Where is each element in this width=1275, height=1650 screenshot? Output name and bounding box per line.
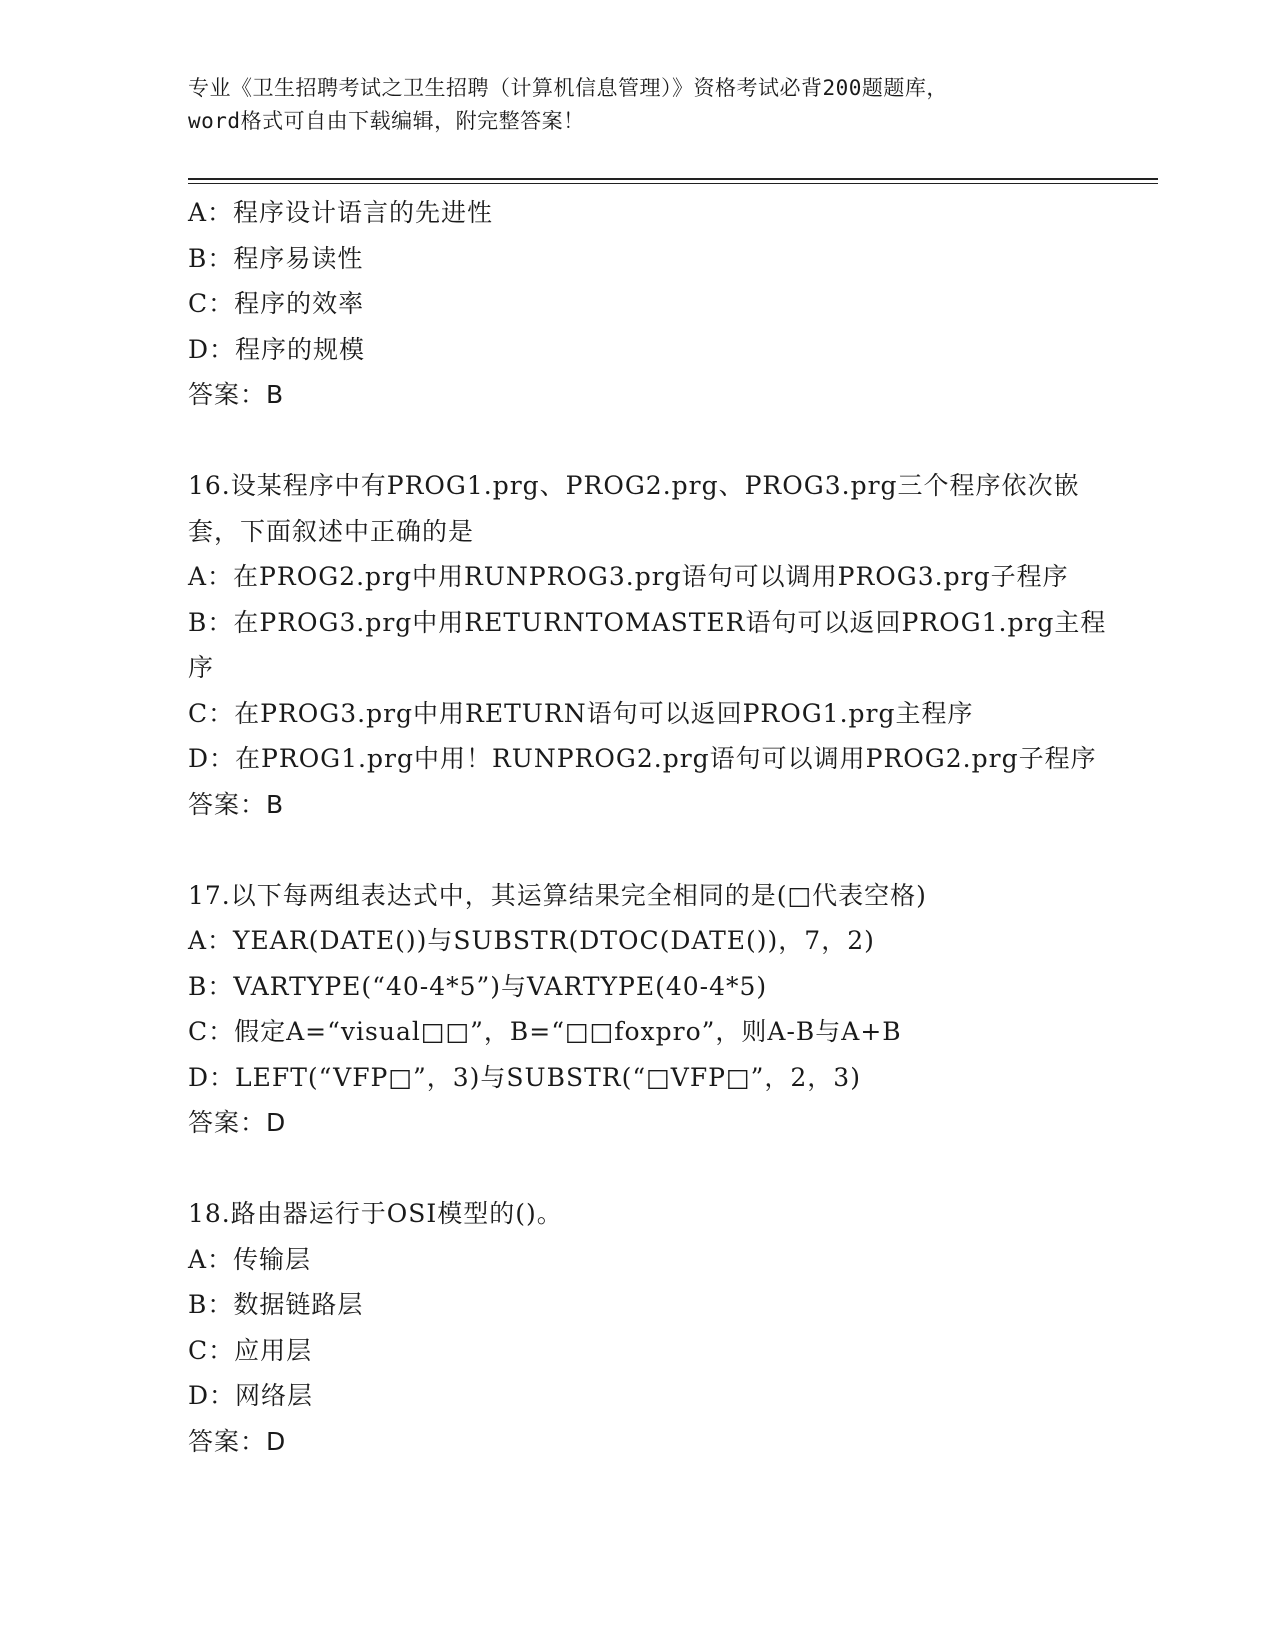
option-c: C：假定A=“visual□□”，B=“□□foxpro”，则A-B与A+B bbox=[188, 1017, 902, 1046]
option-d: D：程序的规模 bbox=[188, 334, 366, 364]
document-header bbox=[188, 72, 1088, 138]
option-b: B：程序易读性 bbox=[188, 243, 364, 273]
option-b: B：在PROG3.prg中用RETURNTOMASTER语句可以返回PROG1.prg主程 bbox=[188, 607, 1107, 637]
option-c: C：在PROG3.prg中用RETURN语句可以返回PROG1.prg主程序 bbox=[188, 698, 974, 728]
spacer bbox=[188, 827, 1088, 873]
question-stem: 18.路由器运行于OSI模型的()。 bbox=[188, 1199, 563, 1228]
question-15 bbox=[188, 190, 1088, 418]
option-b-continued: 序 bbox=[188, 653, 215, 682]
option-b: B：数据链路层 bbox=[188, 1290, 364, 1319]
option-b: B：VARTYPE(“40-4*5”)与VARTYPE(40-4*5) bbox=[188, 971, 768, 1001]
option-d: D：在PROG1.prg中用！RUNPROG2.prg语句可以调用PROG2.prg子程序 bbox=[188, 744, 1097, 773]
spacer bbox=[188, 1146, 1088, 1192]
header-divider bbox=[188, 178, 1158, 180]
header-line-2: word格式可自由下载编辑，附完整答案！ bbox=[188, 109, 585, 133]
question-list bbox=[188, 190, 1107, 1464]
option-a: A：YEAR(DATE())与SUBSTR(DTOC(DATE())，7，2) bbox=[188, 926, 875, 955]
header-line-1: 专业《卫生招聘考试之卫生招聘（计算机信息管理）》资格考试必背200题题库， bbox=[188, 76, 948, 100]
question-stem-line-2: 套，下面叙述中正确的是 bbox=[188, 516, 475, 546]
answer: 答案：D bbox=[188, 1108, 287, 1137]
spacer bbox=[188, 418, 1088, 464]
question-18 bbox=[188, 1191, 1088, 1464]
header-divider-thin bbox=[188, 183, 1158, 184]
answer: 答案：B bbox=[188, 789, 285, 819]
option-a: A：程序设计语言的先进性 bbox=[188, 198, 494, 227]
answer: 答案：D bbox=[188, 1426, 287, 1456]
option-c: C：程序的效率 bbox=[188, 289, 365, 318]
question-17 bbox=[188, 873, 1088, 1146]
question-stem: 17.以下每两组表达式中，其运算结果完全相同的是(□代表空格) bbox=[188, 880, 927, 910]
answer: 答案：B bbox=[188, 380, 285, 409]
option-c: C：应用层 bbox=[188, 1335, 313, 1365]
option-d: D：LEFT(“VFP□”，3)与SUBSTR(“□VFP□”，2，3) bbox=[188, 1062, 861, 1092]
question-16 bbox=[188, 463, 1107, 827]
option-a: A：在PROG2.prg中用RUNPROG3.prg语句可以调用PROG3.prg子程序 bbox=[188, 562, 1069, 591]
option-a: A：传输层 bbox=[188, 1244, 312, 1274]
question-stem bbox=[188, 463, 1088, 554]
option-d: D：网络层 bbox=[188, 1381, 314, 1410]
question-stem-line-1: 16.设某程序中有PROG1.prg、PROG2.prg、PROG3.prg三个程序依次嵌 bbox=[188, 471, 1080, 500]
